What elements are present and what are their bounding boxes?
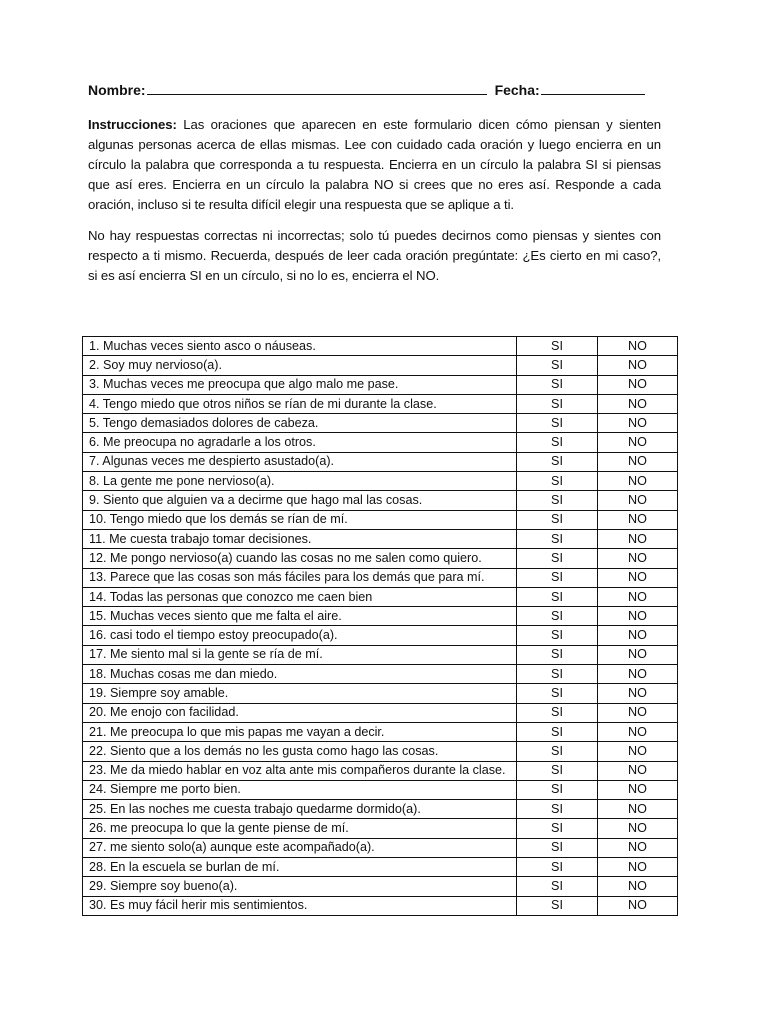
answer-si-cell[interactable]: SI <box>517 529 598 548</box>
answer-si-cell[interactable]: SI <box>517 356 598 375</box>
answer-si-cell[interactable]: SI <box>517 665 598 684</box>
instructions-paragraph <box>88 115 661 215</box>
answer-no-cell[interactable]: NO <box>598 491 678 510</box>
answer-no-cell[interactable]: NO <box>598 780 678 799</box>
answer-no-cell[interactable]: NO <box>598 684 678 703</box>
answer-si-cell[interactable]: SI <box>517 472 598 491</box>
answer-si-cell[interactable]: SI <box>517 645 598 664</box>
statement-cell: 6. Me preocupa no agradarle a los otros. <box>83 433 517 452</box>
answer-si-cell[interactable]: SI <box>517 800 598 819</box>
table-row <box>83 761 678 780</box>
statement-cell: 1. Muchas veces siento asco o náuseas. <box>83 337 517 356</box>
statement-cell: 20. Me enojo con facilidad. <box>83 703 517 722</box>
statement-cell: 23. Me da miedo hablar en voz alta ante mis compañeros durante la clase. <box>83 761 517 780</box>
answer-no-cell[interactable]: NO <box>598 761 678 780</box>
table-row <box>83 800 678 819</box>
statement-cell: 19. Siempre soy amable. <box>83 684 517 703</box>
statement-cell: 7. Algunas veces me despierto asustado(a). <box>83 452 517 471</box>
table-row <box>83 838 678 857</box>
answer-si-cell[interactable]: SI <box>517 394 598 413</box>
answer-si-cell[interactable]: SI <box>517 549 598 568</box>
table-row <box>83 414 678 433</box>
answer-no-cell[interactable]: NO <box>598 819 678 838</box>
table-row <box>83 645 678 664</box>
table-row <box>83 510 678 529</box>
answer-no-cell[interactable]: NO <box>598 665 678 684</box>
questionnaire-rows <box>83 337 678 916</box>
statement-cell: 24. Siempre me porto bien. <box>83 780 517 799</box>
answer-no-cell[interactable]: NO <box>598 394 678 413</box>
table-row <box>83 780 678 799</box>
date-label: Fecha: <box>494 82 540 98</box>
table-row <box>83 858 678 877</box>
statement-cell: 22. Siento que a los demás no les gusta como hago las cosas. <box>83 742 517 761</box>
table-row <box>83 626 678 645</box>
statement-cell: 2. Soy muy nervioso(a). <box>83 356 517 375</box>
answer-no-cell[interactable]: NO <box>598 472 678 491</box>
table-row <box>83 684 678 703</box>
answer-si-cell[interactable]: SI <box>517 684 598 703</box>
table-row <box>83 356 678 375</box>
statement-cell: 11. Me cuesta trabajo tomar decisiones. <box>83 529 517 548</box>
statement-cell: 26. me preocupa lo que la gente piense de mí. <box>83 819 517 838</box>
answer-si-cell[interactable]: SI <box>517 626 598 645</box>
answer-si-cell[interactable]: SI <box>517 433 598 452</box>
answer-no-cell[interactable]: NO <box>598 337 678 356</box>
statement-cell: 12. Me pongo nervioso(a) cuando las cosas no me salen como quiero. <box>83 549 517 568</box>
answer-no-cell[interactable]: NO <box>598 529 678 548</box>
answer-no-cell[interactable]: NO <box>598 414 678 433</box>
statement-cell: 3. Muchas veces me preocupa que algo malo me pase. <box>83 375 517 394</box>
table-row <box>83 877 678 896</box>
table-row <box>83 452 678 471</box>
statement-cell: 15. Muchas veces siento que me falta el aire. <box>83 607 517 626</box>
answer-si-cell[interactable]: SI <box>517 780 598 799</box>
table-row <box>83 607 678 626</box>
questionnaire-table <box>82 336 678 916</box>
answer-si-cell[interactable]: SI <box>517 703 598 722</box>
statement-cell: 18. Muchas cosas me dan miedo. <box>83 665 517 684</box>
table-row <box>83 722 678 741</box>
answer-si-cell[interactable]: SI <box>517 819 598 838</box>
table-row <box>83 568 678 587</box>
table-row <box>83 896 678 915</box>
answer-no-cell[interactable]: NO <box>598 896 678 915</box>
instructions-label: Instrucciones: <box>88 117 177 132</box>
answer-no-cell[interactable]: NO <box>598 645 678 664</box>
name-field[interactable] <box>147 82 487 95</box>
table-row <box>83 819 678 838</box>
answer-si-cell[interactable]: SI <box>517 491 598 510</box>
answer-no-cell[interactable]: NO <box>598 722 678 741</box>
table-row <box>83 472 678 491</box>
answer-no-cell[interactable]: NO <box>598 626 678 645</box>
answer-si-cell[interactable]: SI <box>517 452 598 471</box>
table-row <box>83 742 678 761</box>
answer-si-cell[interactable]: SI <box>517 375 598 394</box>
answer-no-cell[interactable]: NO <box>598 510 678 529</box>
statement-cell: 10. Tengo miedo que los demás se rían de mí. <box>83 510 517 529</box>
table-row <box>83 529 678 548</box>
statement-cell: 17. Me siento mal si la gente se ría de mí. <box>83 645 517 664</box>
answer-no-cell[interactable]: NO <box>598 587 678 606</box>
answer-si-cell[interactable]: SI <box>517 414 598 433</box>
table-row <box>83 587 678 606</box>
answer-si-cell[interactable]: SI <box>517 896 598 915</box>
answer-no-cell[interactable]: NO <box>598 703 678 722</box>
statement-cell: 30. Es muy fácil herir mis sentimientos. <box>83 896 517 915</box>
statement-cell: 5. Tengo demasiados dolores de cabeza. <box>83 414 517 433</box>
answer-si-cell[interactable]: SI <box>517 742 598 761</box>
table-row <box>83 337 678 356</box>
table-row <box>83 549 678 568</box>
table-row <box>83 665 678 684</box>
note-paragraph: No hay respuestas correctas ni incorrectas; solo tú puedes decirnos como piensas y sientes con respecto a ti mismo. Recuerda, después de leer cada oración pregúntate: ¿Es cierto en mi caso?, si es así encierra SI en un círculo, si no lo es, encierra el NO. <box>88 228 661 283</box>
answer-no-cell[interactable]: NO <box>598 858 678 877</box>
answer-no-cell[interactable]: NO <box>598 452 678 471</box>
form-page <box>88 82 661 286</box>
answer-si-cell[interactable]: SI <box>517 858 598 877</box>
answer-no-cell[interactable]: NO <box>598 742 678 761</box>
table-row <box>83 394 678 413</box>
name-label: Nombre: <box>88 82 146 98</box>
statement-cell: 13. Parece que las cosas son más fáciles para los demás que para mí. <box>83 568 517 587</box>
table-row <box>83 375 678 394</box>
answer-no-cell[interactable]: NO <box>598 433 678 452</box>
statement-cell: 29. Siempre soy bueno(a). <box>83 877 517 896</box>
answer-no-cell[interactable]: NO <box>598 800 678 819</box>
table-row <box>83 491 678 510</box>
statement-cell: 28. En la escuela se burlan de mí. <box>83 858 517 877</box>
answer-si-cell[interactable]: SI <box>517 337 598 356</box>
answer-si-cell[interactable]: SI <box>517 877 598 896</box>
answer-si-cell[interactable]: SI <box>517 761 598 780</box>
statement-cell: 21. Me preocupa lo que mis papas me vayan a decir. <box>83 722 517 741</box>
statement-cell: 9. Siento que alguien va a decirme que hago mal las cosas. <box>83 491 517 510</box>
answer-si-cell[interactable]: SI <box>517 587 598 606</box>
answer-no-cell[interactable]: NO <box>598 549 678 568</box>
answer-si-cell[interactable]: SI <box>517 722 598 741</box>
instructions-text: Las oraciones que aparecen en este formulario dicen cómo piensan y sienten algunas personas acerca de ellas mismas. Lee con cuidado cada oración y luego encierra en un círculo la palabra que corresponda a tu respuesta. Encierra en un círculo la palabra SI si piensas que así eres. Encierra en un círculo la palabra NO si crees que no eres así. Responde a cada oración, incluso si te resulta difícil elegir una respuesta que se aplique a ti. <box>88 117 661 212</box>
table-row <box>83 433 678 452</box>
statement-cell: 27. me siento solo(a) aunque este acompañado(a). <box>83 838 517 857</box>
statement-cell: 25. En las noches me cuesta trabajo quedarme dormido(a). <box>83 800 517 819</box>
table-row <box>83 703 678 722</box>
statement-cell: 16. casi todo el tiempo estoy preocupado(a). <box>83 626 517 645</box>
answer-si-cell[interactable]: SI <box>517 568 598 587</box>
statement-cell: 8. La gente me pone nervioso(a). <box>83 472 517 491</box>
form-header <box>88 82 661 102</box>
answer-si-cell[interactable]: SI <box>517 510 598 529</box>
answer-no-cell[interactable]: NO <box>598 838 678 857</box>
answer-si-cell[interactable]: SI <box>517 838 598 857</box>
date-field[interactable] <box>541 82 645 95</box>
answer-no-cell[interactable]: NO <box>598 375 678 394</box>
answer-no-cell[interactable]: NO <box>598 877 678 896</box>
answer-no-cell[interactable]: NO <box>598 607 678 626</box>
statement-cell: 14. Todas las personas que conozco me caen bien <box>83 587 517 606</box>
answer-no-cell[interactable]: NO <box>598 568 678 587</box>
answer-no-cell[interactable]: NO <box>598 356 678 375</box>
answer-si-cell[interactable]: SI <box>517 607 598 626</box>
statement-cell: 4. Tengo miedo que otros niños se rían de mi durante la clase. <box>83 394 517 413</box>
